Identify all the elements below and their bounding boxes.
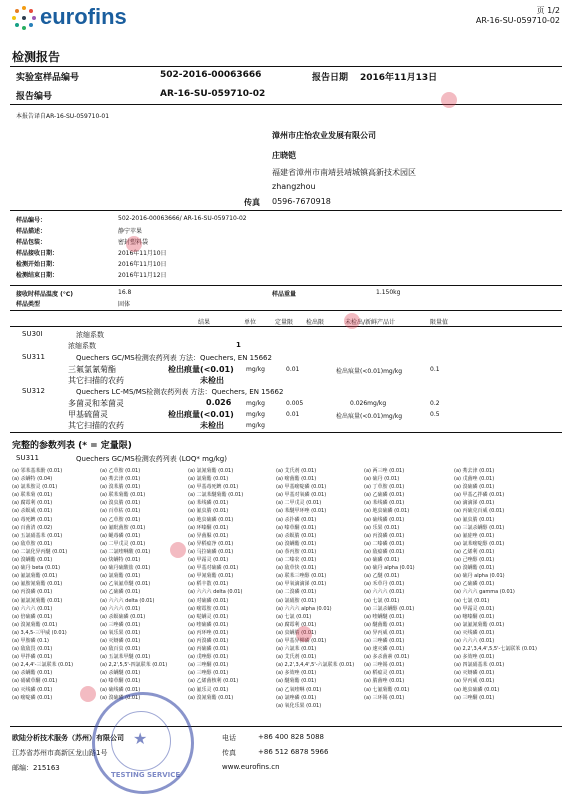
param-item: (a) 萘丙胺 (0.01) <box>276 548 317 555</box>
sample-label-4: 检测开始日期： <box>16 261 59 268</box>
r4-name: 甲基硫菌灵 <box>68 410 108 419</box>
param-item: (a) 灭线磷 (0.01) <box>454 629 495 636</box>
param-item: (a) 丙硫克百威 (0.01) <box>454 508 505 515</box>
results-header-limit: 限量值 <box>430 319 449 326</box>
param-method: Quechers GC/MS检测农药列表 (LOQ* mg/kg) <box>76 455 227 463</box>
param-item: (a) 丙溴磷 (0.01) <box>364 532 405 539</box>
r2-name: 其它扫描的农药 <box>68 376 124 385</box>
param-item: (a) 异丙威 (0.01) <box>364 629 405 636</box>
param-item: (a) 乙烯菌核利 (0.01) <box>188 678 239 685</box>
param-item: (a) 乙醚 (0.01) <box>364 573 400 580</box>
param-item: (a) 氯菊酯 (0.01) <box>188 476 229 483</box>
r3-loq: 0.005 <box>286 400 304 407</box>
param-item: (a) 硫丹 (0.01) <box>364 476 400 483</box>
param-item: (a) 溴氰菊酯 (0.01) <box>188 694 234 701</box>
param-item: (a) 氟虫腈 (0.01) <box>454 516 495 523</box>
param-item: (a) 三唑磷 (0.01) <box>364 637 405 644</box>
param-item: (a) 莠去津 (0.01) <box>454 468 495 474</box>
fax-label: 传真 <box>244 198 260 207</box>
param-item: (a) 百草枯 (0.01) <box>100 508 141 515</box>
param-item: (a) 2,2',5,5'-四氯联苯 (0.01) <box>100 662 168 669</box>
param-item: (a) 硫磷 (0.01) <box>364 557 400 564</box>
param-item: (a) 腐霉利 (0.01) <box>12 500 53 507</box>
param-item: (a) 氟胺氰菊酯 (0.01) <box>12 581 63 588</box>
param-item: (a) 三唑醇 (0.01) <box>188 670 229 677</box>
report-no-value: AR-16-SU-059710-02 <box>160 89 266 99</box>
type-value: 固体 <box>118 301 131 308</box>
param-item: (a) 乙氧喹啉 (0.01) <box>276 686 322 693</box>
param-item: (a) 杀螨特 (0.04) <box>12 476 53 483</box>
param-item: (a) 氟吡菌胺 (0.01) <box>100 524 146 531</box>
param-item: (a) 溴硫磷 (0.01) <box>454 484 495 491</box>
param-code: SU311 <box>16 454 39 462</box>
conc-row: 浓缩系数 <box>68 342 96 350</box>
param-item: (a) 二甲戊灵 (0.01) <box>100 540 146 547</box>
param-item: (a) 地虫硫磷 (0.01) <box>188 516 234 523</box>
param-item: (a) 氟硅唑 (0.01) <box>454 532 495 539</box>
client-address2: zhangzhou <box>272 182 316 191</box>
fax-value: 0596-7670918 <box>272 197 331 206</box>
param-col-6 <box>454 467 537 702</box>
param-item: (a) 联苯三唑醇 (0.01) <box>276 573 327 580</box>
param-item: (a) 速灭磷 (0.01) <box>364 646 405 653</box>
param-col-2 <box>100 467 167 702</box>
param-item: (a) 丙溴磷 (0.01) <box>12 589 53 596</box>
param-item: (a) 联苯菊 (0.01) <box>12 492 53 499</box>
param-item: (a) 喹螨醚 (0.01) <box>364 613 405 620</box>
r5-name: 其它扫描的农药 <box>68 421 124 430</box>
param-item: (a) 杀扑磷 (0.01) <box>276 516 317 523</box>
su312-code: SU312 <box>22 387 45 395</box>
param-item: (a) 氟氯菊酯 (0.01) <box>12 573 58 580</box>
results-header-fresh: 未检出/新鲜产品计 <box>345 319 396 326</box>
param-item: (a) 三唑酮 (0.01) <box>188 662 229 669</box>
seal-mark-icon <box>80 686 96 702</box>
param-item: (a) 百菌清 (0.02) <box>12 524 53 531</box>
r3-unit: mg/kg <box>246 400 265 407</box>
param-item: (a) 艾氏剂 (0.01) <box>276 468 317 474</box>
param-item: (a) 六六六 (0.01) <box>454 637 495 644</box>
param-item: (a) 蝇毒磷 (0.01) <box>100 532 141 539</box>
param-item: (a) 硝磺草酮 (0.01) <box>12 678 58 685</box>
param-item: (a) 二嗪农 (0.01) <box>276 557 317 564</box>
r4-limit: 0.5 <box>430 411 440 418</box>
param-item: (a) 甲拌磷 (0.01) <box>12 654 53 661</box>
param-item: (a) 丙环唑 (0.01) <box>188 629 229 636</box>
param-item: (a) 嘧啶磷 (0.01) <box>12 694 53 701</box>
r4-value: 检出痕量(<0.01) <box>168 410 234 419</box>
seal-text: TESTING SERVICE <box>111 771 181 779</box>
param-item: (a) 氯唑磷 (0.01) <box>276 694 317 701</box>
param-item: (a) 乙硫磷 (0.01) <box>100 589 141 596</box>
param-item: (a) 六六六 (0.01) <box>100 605 141 612</box>
conc-value: 1 <box>236 341 241 349</box>
r3-limit: 0.2 <box>430 400 440 407</box>
param-col-5 <box>364 467 415 702</box>
param-item: (a) 2,2',3,4,4',5'-六氯联苯 (0.01) <box>276 662 355 669</box>
client-address1: 福建省漳州市南靖县靖城镇高新技术园区 <box>272 168 416 177</box>
param-item: (a) 甲胺磷 (0.1) <box>12 637 49 644</box>
param-item: (a) 腈菌唑 (0.01) <box>364 678 405 685</box>
lab-no-label: 实验室样品编号 <box>16 73 80 83</box>
param-item: (a) 异菌脲 (0.01) <box>188 532 229 539</box>
param-item: (a) 六六六 delta (0.01) <box>188 589 243 596</box>
footer-fax: +86 512 6878 5966 <box>258 748 329 756</box>
param-item: (a) 腐霉利 (0.01) <box>276 621 317 628</box>
sample-label-1: 样品描述： <box>16 228 47 235</box>
param-item: (a) 2,4,4'-三氯联苯 (0.01) <box>12 662 74 669</box>
param-item: (a) 氯菊酯 (0.01) <box>100 573 141 580</box>
r1-unit: mg/kg <box>246 366 265 373</box>
r4-det: 检出痕量(<0.01)mg/kg <box>336 413 403 420</box>
r3-name: 多菌灵和苯菌灵 <box>68 399 124 408</box>
param-col-1 <box>12 467 73 702</box>
param-item: (a) 乙硫磷 (0.01) <box>454 581 495 588</box>
param-item: (a) 甲基对氧磷 (0.01) <box>276 492 327 499</box>
param-item: (a) 喹硫磷 (0.01) <box>188 621 229 628</box>
param-item: (a) 多效唑 (0.01) <box>454 654 495 661</box>
param-item: (a) 六六六 (0.01) <box>364 589 405 596</box>
sample-label-2: 样品包装： <box>16 239 47 246</box>
param-item: (a) 醚菊酯 (0.01) <box>276 678 317 685</box>
r1-det: 检出痕量(<0.01)mg/kg <box>336 368 403 375</box>
param-item: (a) 溴螨酯 (0.01) <box>454 565 495 572</box>
report-no-label: 报告编号 <box>16 92 53 102</box>
param-item: (a) 嘧菌酯 (0.01) <box>276 476 317 483</box>
param-item: (a) 溴虫腈 (0.01) <box>100 500 141 507</box>
type-label: 样品类型 <box>16 301 41 308</box>
seal-mark-icon <box>441 92 457 108</box>
r5-unit: mg/kg <box>246 422 265 429</box>
param-item: (a) 四氯硝基苯 (0.01) <box>454 662 505 669</box>
param-item: (a) 乙草胺 (0.01) <box>100 468 141 474</box>
param-item: (a) 多杀菌素 (0.01) <box>364 654 410 661</box>
param-item: (a) 甲氧滴滴涕 (0.01) <box>276 581 327 588</box>
su311-code: SU311 <box>22 353 45 361</box>
results-header-unit: 单位 <box>244 319 257 326</box>
method-2: Quechers LC-MS/MS检测农药列表 方法：Quechers, EN 15662 <box>76 388 284 396</box>
seal-mark-icon <box>126 236 142 252</box>
footer-fax-label: 传真 <box>222 749 236 757</box>
sample-info <box>16 215 58 281</box>
param-item: (a) 氯苯嘧啶醇 (0.01) <box>454 540 505 547</box>
param-item: (a) 虫螨腈 (0.01) <box>276 629 317 636</box>
param-item: (a) 三氯杀螨醇 (0.01) <box>454 524 505 531</box>
su30i-code: SU30I <box>22 330 43 338</box>
param-item: (a) 稻丰散 (0.01) <box>188 581 229 588</box>
param-item: (a) 多效唑 (0.01) <box>276 670 317 677</box>
client-company: 漳州市庄怡农业发展有限公司 <box>272 131 376 140</box>
param-item: (a) 地虫硫磷 (0.01) <box>364 508 410 515</box>
param-item: (a) 七氟菊酯 (0.01) <box>364 686 410 693</box>
results-header-loq: 定量限 <box>275 319 294 326</box>
param-item: (a) 乐果 (0.01) <box>364 524 400 531</box>
r3-value: 0.026 <box>206 398 232 407</box>
param-item: (a) 艾氏剂 (0.01) <box>276 654 317 661</box>
param-item: (a) 甲霜灵 (0.01) <box>188 557 229 564</box>
report-number-top: AR-16-SU-059710-02 <box>475 16 560 25</box>
param-item: (a) 滴滴涕 (0.01) <box>454 500 495 507</box>
param-item: (a) 邻苯基苯酚 (0.01) <box>12 468 63 474</box>
footer-web: www.eurofins.cn <box>222 763 280 771</box>
replaces-note: 本报告译自AR-16-SU-059710-01 <box>16 113 110 120</box>
param-item: (a) 异丙威 (0.01) <box>454 678 495 685</box>
param-item: (a) 丙溴磷 (0.01) <box>188 637 229 644</box>
param-item: (a) 溴螨酯 (0.01) <box>12 557 53 564</box>
param-item: (a) 七氯 (0.01) <box>364 597 400 604</box>
param-item: (a) 3,4,5-三甲威 (0.01) <box>12 629 67 636</box>
r2-value: 未检出 <box>200 376 224 385</box>
param-item: (a) 敌百虫 (0.01) <box>100 646 141 653</box>
param-item: (a) 戊菌唑 (0.01) <box>454 476 495 483</box>
param-item: (a) 六六六 gamma (0.01) <box>454 589 515 596</box>
param-item: (a) 敌瘟磷 (0.01) <box>364 548 405 555</box>
sample-value-4: 2016年11月10日 <box>118 261 167 268</box>
param-item: (a) 敌敌畏 (0.01) <box>12 646 53 653</box>
param-item: (a) 溴氰菊酯 (0.01) <box>12 621 58 628</box>
param-item: (a) 乙烯利 (0.01) <box>454 548 495 555</box>
param-item: (a) 三唑酮 (0.01) <box>454 694 495 701</box>
param-item: (a) 噻嗪酮 (0.01) <box>454 613 495 620</box>
param-item: (a) 两三唑 (0.01) <box>364 468 405 474</box>
param-item: (a) 灭蚜磷 (0.01) <box>100 637 141 644</box>
param-item: (a) 七氯 (0.01) <box>276 613 312 620</box>
report-date-label: 报告日期 <box>312 73 349 83</box>
param-item: (a) 三氯杀螨醇 (0.01) <box>364 605 415 612</box>
param-item: (a) 溴苯腈 (0.01) <box>100 484 141 491</box>
footer-tel: +86 400 828 5088 <box>258 733 324 741</box>
footer-postcode: 邮编：215163 <box>12 764 60 772</box>
param-item: (a) 氯硝胺 (0.01) <box>276 597 317 604</box>
param-item: (a) 硫丹 alpha (0.01) <box>364 565 415 572</box>
param-item: (a) 乙硫磷 (0.01) <box>364 492 405 499</box>
sample-value-1: 静宁苹果 <box>118 228 143 235</box>
temp-value: 16.8 <box>118 289 132 296</box>
param-item: (a) 三唑锡 (0.01) <box>364 662 405 669</box>
footer-tel-label: 电话 <box>222 734 236 742</box>
param-item: (a) 二氯苯醚菊酯 (0.01) <box>188 492 244 499</box>
weight-label: 样品重量 <box>272 291 297 298</box>
param-item: (a) 溴硫磷 (0.01) <box>100 694 141 701</box>
eurofins-logo <box>12 4 152 32</box>
r3-det: 0.026mg/kg <box>350 400 387 407</box>
footer-company: 欧陆分析技术服务（苏州）有限公司 <box>12 734 124 742</box>
param-item: (a) 硫丹硫酸盐 (0.01) <box>100 565 151 572</box>
param-item: (a) 六六六 delta (0.01) <box>100 597 155 604</box>
param-item: (a) 倍硫磷 (0.01) <box>12 613 53 620</box>
sample-value-3: 2016年11月10日 <box>118 250 167 257</box>
param-item: (a) 杀螟腈 (0.01) <box>276 532 317 539</box>
param-item: (a) 联苯菊酯 (0.01) <box>100 492 146 499</box>
param-item: (a) 氯苯胺灵 (0.01) <box>12 484 58 491</box>
param-item: (a) 氧乐果 (0.01) <box>100 629 141 636</box>
param-col-3 <box>188 467 243 702</box>
param-item: (a) 稻瘟灵 (0.01) <box>364 670 405 677</box>
param-item: (a) 三环锡 (0.01) <box>364 694 405 701</box>
param-item: (a) 戊唑醇 (0.01) <box>188 654 229 661</box>
param-item: (a) 地虫硫磷 (0.01) <box>454 686 500 693</box>
param-item: (a) 杀螨酯 (0.01) <box>12 670 53 677</box>
r4-loq: 0.01 <box>286 411 300 418</box>
param-item: (a) 氟氯氰菊酯 (0.01) <box>12 597 63 604</box>
param-item: (a) 环嗪酮 (0.01) <box>188 524 229 531</box>
param-item: (a) 硫丹 beta (0.01) <box>12 565 61 572</box>
method-1: Quechers GC/MS检测农药列表 方法：Quechers, EN 15662 <box>76 354 272 362</box>
temp-label: 接收时样品温度 (°C) <box>16 291 73 298</box>
param-item: (a) 嗪草酮 (0.01) <box>276 524 317 531</box>
r1-limit: 0.1 <box>430 366 440 373</box>
footer-address: 江苏省苏州市高新区龙山路1号 <box>12 749 108 757</box>
param-item: (a) 马拉硫磷 (0.01) <box>188 548 234 555</box>
param-item: (a) 七氯 (0.01) <box>454 597 490 604</box>
param-item: (a) 丁草胺 (0.01) <box>364 484 405 491</box>
param-item: (a) 氟虫腈 (0.01) <box>188 508 229 515</box>
param-item: (a) 甲氰菊酯 (0.01) <box>188 573 234 580</box>
param-item: (a) 甲基毒死蜱 (0.01) <box>188 484 239 491</box>
param-title: 完整的参数列表 (* = 定量限) <box>12 441 132 451</box>
param-item: (a) 嘧霉胺 (0.01) <box>188 605 229 612</box>
report-date-value: 2016年11月13日 <box>360 73 438 83</box>
results-header-result: 结果 <box>198 319 211 326</box>
param-item: (a) 二嗪磷 (0.01) <box>364 540 405 547</box>
param-item: (a) 二甲戊灵 (0.01) <box>276 500 322 507</box>
param-item: (a) 己唑醇 (0.01) <box>454 557 495 564</box>
param-item: (a) 氯氟氰菊酯 (0.01) <box>454 621 505 628</box>
param-item: (a) 硫线磷 (0.01) <box>364 516 405 523</box>
param-item: (a) 醚菌酯 (0.01) <box>364 621 405 628</box>
param-item: (a) 二溴磷 (0.01) <box>276 589 317 596</box>
seal-mark-icon <box>296 626 312 642</box>
param-item: (a) 溴螨酯 (0.01) <box>276 540 317 547</box>
seal-mark-icon <box>344 313 360 329</box>
page-title: 检测报告 <box>12 50 61 64</box>
param-item: (a) 异稻瘟净 (0.01) <box>188 540 234 547</box>
param-item: (a) 甲基乙拌磷 (0.01) <box>454 492 505 499</box>
sample-label-0: 样品编号： <box>16 217 47 224</box>
param-item: (a) 六六六 alpha (0.01) <box>276 605 332 612</box>
seal-mark-icon <box>170 542 186 558</box>
param-item: (a) 五氯苯甲醚 (0.01) <box>100 654 151 661</box>
param-item: (a) 六氯苯 (0.01) <box>276 646 317 653</box>
conc-title: 浓缩系数 <box>76 331 104 339</box>
brand-name: eurofins <box>40 4 127 29</box>
param-item: (a) 嗪草酮 (0.01) <box>100 678 141 685</box>
param-item: (a) 苯线磷 (0.01) <box>188 500 229 507</box>
param-item: (a) 灭线磷 (0.01) <box>12 686 53 693</box>
param-item: (a) 炔螨特 (0.01) <box>100 557 141 564</box>
param-item: (a) 丙硫磷 (0.01) <box>188 646 229 653</box>
param-item: (a) 六六六 (0.01) <box>12 605 53 612</box>
sample-label-5: 检测结束日期： <box>16 272 59 279</box>
r1-name: 三氟氯氰菊酯 <box>68 365 116 374</box>
logo-mark-icon <box>12 6 36 30</box>
param-item: (a) 氧化乐果 (0.01) <box>276 702 322 709</box>
seal-star-icon: ★ <box>133 729 148 748</box>
page-number: 页 1/2 <box>536 6 560 15</box>
sample-value-0: 502-2016-00063666/ AR-16-SU-059710-02 <box>118 215 247 222</box>
weight-value: 1.150kg <box>376 289 401 296</box>
param-item: (a) 二氯化异丙醚 (0.01) <box>12 548 68 555</box>
param-item: (a) 苯醚甲环唑 (0.01) <box>276 508 327 515</box>
param-item: (a) 敌草快 (0.01) <box>276 565 317 572</box>
param-item: (a) 禾草丹 (0.01) <box>364 581 405 588</box>
lab-no-value: 502-2016-00063666 <box>160 70 262 80</box>
param-item: (a) 甲基对硫磷 (0.01) <box>188 565 239 572</box>
param-item: (a) 氟乐灵 (0.01) <box>188 686 229 693</box>
param-item: (a) 乙氧氟草醚 (0.01) <box>100 581 151 588</box>
param-item: (a) 三唑磷 (0.01) <box>100 621 141 628</box>
official-seal <box>92 692 194 794</box>
r1-value: 检出痕量(<0.01) <box>168 365 234 374</box>
param-item: (a) 毒死蜱 (0.01) <box>12 516 53 523</box>
r1-loq: 0.01 <box>286 366 300 373</box>
param-item: (a) 乙草胺 (0.01) <box>100 516 141 523</box>
sample-label-3: 样品接收日期： <box>16 250 59 257</box>
param-item: (a) 对硫磷 (0.01) <box>188 597 229 604</box>
sample-value-2: 密封塑料袋 <box>118 239 149 246</box>
param-item: (a) 苯线磷 (0.01) <box>364 500 405 507</box>
param-item: (a) 杀螟威 (0.01) <box>12 508 53 515</box>
param-item: (a) 灭蚜磷 (0.01) <box>454 670 495 677</box>
param-item: (a) 杀螨醚 (0.01) <box>100 670 141 677</box>
r5-value: 未检出 <box>200 421 224 430</box>
param-item: (a) 硫线磷 (0.01) <box>100 686 141 693</box>
r4-unit: mg/kg <box>246 411 265 418</box>
param-item: (a) 甲霜灵 (0.01) <box>454 605 495 612</box>
param-item: (a) 甲基异柳磷 (0.01) <box>276 637 327 644</box>
param-item: (a) 硫丹 alpha (0.01) <box>454 573 505 580</box>
sample-value-5: 2016年11月12日 <box>118 272 167 279</box>
param-item: (a) 哒螨灵 (0.01) <box>188 613 229 620</box>
param-item: (a) 甲基嘧啶磷 (0.01) <box>276 484 327 491</box>
results-header-lod: 检出限 <box>306 319 325 326</box>
param-item: (a) 2,2',3,4,4',5,5'-七氯联苯 (0.01) <box>454 646 537 653</box>
param-item: (a) 五氯硝基苯 (0.01) <box>12 532 63 539</box>
param-item: (a) 敌草胺 (0.01) <box>12 540 53 547</box>
param-item: (a) 杀螟硫磷 (0.01) <box>100 613 146 620</box>
param-item: (a) 氯氰菊酯 (0.01) <box>188 468 234 474</box>
client-person: 庄晓铠 <box>272 151 296 160</box>
param-item: (a) 二氯喹啉酸 (0.01) <box>100 548 151 555</box>
param-col-4 <box>276 467 354 710</box>
param-item: (a) 莠去津 (0.01) <box>100 476 141 483</box>
